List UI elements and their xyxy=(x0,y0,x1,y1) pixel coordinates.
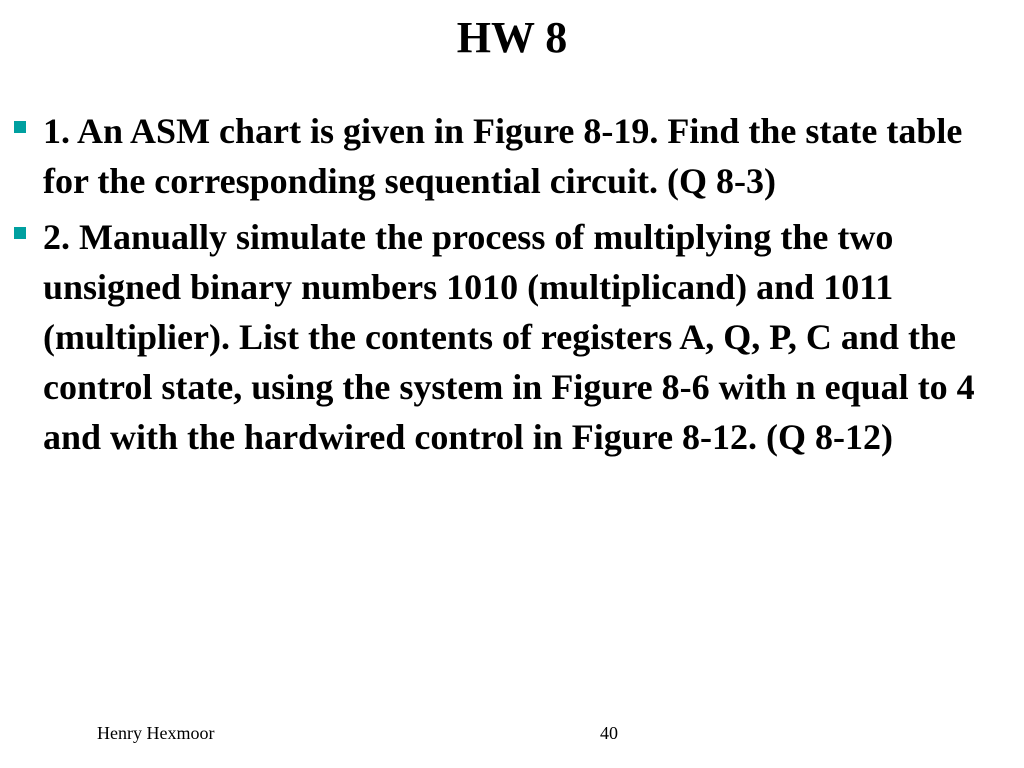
slide-title: HW 8 xyxy=(456,13,568,62)
footer-page-number: 40 xyxy=(600,723,618,743)
bullet-item-2 xyxy=(14,212,1014,462)
bullet-list xyxy=(14,106,1014,468)
bullet-text: 2. Manually simulate the process of multiplying the two unsigned binary numbers 1010 (multiplicand) and 1011 (multiplier). List the contents of registers A, Q, P, C and the control state, using the system in Figure 8-6 with n equal to 4 and with the hardwired control in Figure 8-12. (Q 8-12) xyxy=(43,217,975,457)
square-bullet-icon xyxy=(14,121,26,133)
square-bullet-icon xyxy=(14,227,26,239)
bullet-item-1 xyxy=(14,106,1014,206)
footer-author: Henry Hexmoor xyxy=(97,723,215,743)
bullet-text: 1. An ASM chart is given in Figure 8-19. Find the state table for the corresponding sequential circuit. (Q 8-3) xyxy=(43,111,963,201)
